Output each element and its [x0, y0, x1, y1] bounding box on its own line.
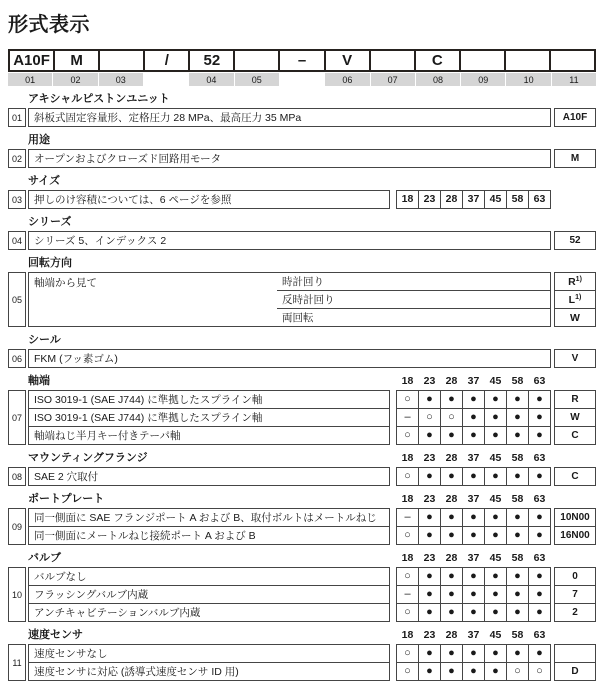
availability-cell: ●	[484, 508, 507, 527]
model-code-cell: V	[324, 49, 371, 72]
row-tail-spacer	[551, 190, 596, 209]
spec-row	[28, 408, 596, 427]
code-cell: W	[554, 308, 596, 327]
code-cell: 2	[554, 603, 596, 622]
size-option-cell: 28	[440, 190, 463, 209]
size-column-header: 23	[423, 452, 436, 464]
page-title: 形式表示	[8, 14, 90, 36]
availability-cell: ●	[528, 467, 551, 486]
availability-cell: ●	[484, 644, 507, 663]
size-option-cell: 37	[462, 190, 485, 209]
availability-cell: ●	[440, 467, 463, 486]
availability-cell: ●	[462, 603, 485, 622]
spec-row	[28, 526, 596, 545]
size-column-header: 63	[533, 493, 546, 505]
availability-cell: ●	[484, 467, 507, 486]
spec-description: オープンおよびクローズド回路用モータ	[28, 149, 551, 168]
size-column-header: 28	[445, 493, 458, 505]
model-code-cell	[98, 49, 145, 72]
section-05-rotation-direction	[8, 257, 596, 327]
availability-cell: ●	[528, 526, 551, 545]
availability-cell: ●	[528, 390, 551, 409]
spec-description: 押しのけ容積については、6 ページを参照	[28, 190, 390, 209]
availability-cell: ○	[396, 567, 419, 586]
availability-cell: ●	[440, 426, 463, 445]
spec-row	[28, 349, 596, 368]
code-cell: 10N00	[554, 508, 596, 527]
section-number: 08	[8, 467, 26, 486]
position-number: 01	[8, 73, 52, 86]
section-number: 05	[8, 272, 26, 327]
availability-cell: ●	[418, 390, 441, 409]
size-option-cell: 45	[484, 190, 507, 209]
size-column-header: 28	[445, 452, 458, 464]
position-number: 11	[551, 73, 596, 86]
availability-cell: –	[396, 408, 419, 427]
spec-description: ISO 3019-1 (SAE J744) に準拠したスプライン軸	[28, 390, 390, 409]
section-07-shaft-end	[8, 375, 596, 445]
model-code-cell	[369, 49, 416, 72]
spec-description: バルブなし	[28, 567, 390, 586]
availability-cell: ●	[418, 644, 441, 663]
availability-cell: ●	[506, 526, 529, 545]
group-label: 軸端から見て	[34, 277, 97, 289]
spec-row	[28, 108, 596, 127]
code-cell: L $^{1)}$	[554, 290, 596, 309]
availability-cell: ●	[528, 585, 551, 604]
model-code-cell	[233, 49, 280, 72]
section-title: ポートプレート	[28, 493, 105, 505]
position-number: 10	[505, 73, 550, 86]
size-option-cell: 63	[528, 190, 551, 209]
position-number: 08	[415, 73, 460, 86]
availability-cell: ●	[506, 426, 529, 445]
section-title: バルブ	[28, 552, 61, 564]
size-column-header: 18	[401, 375, 414, 387]
size-column-header: 37	[467, 452, 480, 464]
availability-cell: ○	[418, 408, 441, 427]
size-column-header: 63	[533, 452, 546, 464]
spec-row	[28, 662, 596, 681]
size-column-header: 23	[423, 629, 436, 641]
availability-cell: ●	[484, 662, 507, 681]
section-title: シール	[28, 334, 61, 346]
spec-row	[28, 567, 596, 586]
availability-cell: ●	[484, 390, 507, 409]
code-cell: D	[554, 662, 596, 681]
availability-cell: ●	[484, 567, 507, 586]
section-02-application	[8, 134, 596, 168]
model-code-cell: M	[53, 49, 100, 72]
model-code-cell: 52	[188, 49, 235, 72]
availability-cell: ●	[418, 603, 441, 622]
size-column-header: 28	[445, 552, 458, 564]
code-cell: R $^{1)}$	[554, 272, 596, 291]
size-column-header: 45	[489, 375, 502, 387]
availability-cell: ●	[528, 603, 551, 622]
size-column-header: 37	[467, 375, 480, 387]
code-cell: W	[554, 408, 596, 427]
availability-cell: ●	[506, 467, 529, 486]
code-cell: 0	[554, 567, 596, 586]
size-column-header: 37	[467, 552, 480, 564]
model-code-cell	[459, 49, 506, 72]
size-column-header: 37	[467, 493, 480, 505]
size-column-header: 23	[423, 552, 436, 564]
section-number: 04	[8, 231, 26, 250]
code-cell: 7	[554, 585, 596, 604]
size-column-header: 18	[401, 452, 414, 464]
availability-cell: ●	[440, 603, 463, 622]
availability-cell: ●	[528, 644, 551, 663]
size-column-header: 58	[511, 493, 524, 505]
availability-cell: ●	[418, 508, 441, 527]
size-column-header: 63	[533, 629, 546, 641]
spec-row	[28, 467, 596, 486]
section-04-series	[8, 216, 596, 250]
size-column-header: 23	[423, 375, 436, 387]
section-number: 07	[8, 390, 26, 445]
availability-cell: ●	[484, 526, 507, 545]
availability-cell: ○	[396, 644, 419, 663]
position-number: 04	[188, 73, 233, 86]
size-column-header: 28	[445, 629, 458, 641]
spec-description: フラッシングバルブ内蔵	[28, 585, 390, 604]
availability-cell: ●	[418, 585, 441, 604]
availability-cell: ●	[484, 408, 507, 427]
availability-cell: ●	[440, 585, 463, 604]
section-number: 01	[8, 108, 26, 127]
spec-row	[28, 190, 596, 209]
spec-row	[28, 149, 596, 168]
availability-cell: ○	[506, 662, 529, 681]
code-cell: 16N00	[554, 526, 596, 545]
size-column-header: 28	[445, 375, 458, 387]
availability-cell: ●	[418, 567, 441, 586]
model-code-cell-separator: –	[278, 49, 325, 72]
position-number: 02	[52, 73, 97, 86]
availability-cell: ●	[484, 585, 507, 604]
position-number: 07	[370, 73, 415, 86]
size-option-cell: 23	[418, 190, 441, 209]
spec-description: 時計回り	[282, 276, 324, 288]
spec-description: アンチキャビテーションバルブ内蔵	[28, 603, 390, 622]
availability-cell: ●	[528, 567, 551, 586]
size-option-cell: 58	[506, 190, 529, 209]
availability-cell: ●	[462, 585, 485, 604]
code-cell: A10F	[554, 108, 596, 127]
availability-cell: –	[396, 585, 419, 604]
availability-cell: ●	[418, 526, 441, 545]
spec-row	[28, 644, 596, 663]
size-column-header: 58	[511, 629, 524, 641]
position-number: 06	[324, 73, 369, 86]
size-column-header: 45	[489, 629, 502, 641]
spec-row	[28, 603, 596, 622]
section-06-seal	[8, 334, 596, 368]
section-title: 用途	[28, 134, 50, 146]
availability-cell: ●	[462, 390, 485, 409]
code-cell: V	[554, 349, 596, 368]
availability-cell: ●	[484, 426, 507, 445]
section-08-mounting-flange	[8, 452, 596, 486]
code-cell: M	[554, 149, 596, 168]
availability-cell: ●	[528, 426, 551, 445]
availability-cell: ○	[396, 526, 419, 545]
availability-cell: ●	[440, 390, 463, 409]
section-09-port-plate	[8, 493, 596, 545]
availability-cell: ●	[484, 603, 507, 622]
size-option-cell: 18	[396, 190, 419, 209]
availability-cell: ●	[462, 467, 485, 486]
spec-description: シリーズ 5、インデックス 2	[28, 231, 551, 250]
availability-cell: ●	[418, 467, 441, 486]
availability-cell: ●	[462, 662, 485, 681]
size-column-header: 63	[533, 375, 546, 387]
position-number-blank	[279, 73, 324, 86]
availability-cell: ●	[506, 603, 529, 622]
size-column-header: 37	[467, 629, 480, 641]
section-title: 回転方向	[28, 257, 72, 269]
code-cell: 52	[554, 231, 596, 250]
section-10-valve	[8, 552, 596, 622]
model-code-cell-separator: /	[143, 49, 190, 72]
model-code-cell	[504, 49, 551, 72]
size-column-header: 45	[489, 452, 502, 464]
availability-cell: ●	[462, 644, 485, 663]
availability-cell: ●	[462, 408, 485, 427]
availability-cell: ●	[462, 508, 485, 527]
model-code-table	[8, 49, 596, 86]
availability-cell: ●	[506, 585, 529, 604]
spec-description: 同一側面にメートルねじ接続ポート A および B	[28, 526, 390, 545]
spec-description: SAE 2 穴取付	[28, 467, 390, 486]
section-11-speed-sensor	[8, 629, 596, 681]
code-cell: R	[554, 390, 596, 409]
section-number: 10	[8, 567, 26, 622]
availability-cell: ●	[528, 408, 551, 427]
spec-description: ISO 3019-1 (SAE J744) に準拠したスプライン軸	[28, 408, 390, 427]
position-number: 09	[460, 73, 505, 86]
size-column-header: 58	[511, 375, 524, 387]
model-code-number-strip	[8, 73, 596, 86]
spec-row-group	[28, 272, 596, 327]
section-number: 02	[8, 149, 26, 168]
spec-description: 速度センサに対応 (誘導式速度センサ ID 用)	[28, 662, 390, 681]
model-code-row	[8, 49, 596, 72]
size-column-header: 45	[489, 493, 502, 505]
model-code-cell	[549, 49, 596, 72]
section-number: 11	[8, 644, 26, 681]
code-cell: C	[554, 467, 596, 486]
availability-cell: ●	[506, 644, 529, 663]
availability-cell: ●	[418, 426, 441, 445]
section-title: 軸端	[28, 375, 50, 387]
model-code-cell: A10F	[8, 49, 55, 72]
spec-description: 同一側面に SAE フランジポート A および B、取付ボルトはメートルねじ	[28, 508, 390, 527]
position-number-blank	[143, 73, 188, 86]
spec-row	[28, 390, 596, 409]
spec-description: 反時計回り	[277, 290, 550, 308]
size-column-header: 63	[533, 552, 546, 564]
availability-cell: ●	[462, 567, 485, 586]
section-title: マウンティングフランジ	[28, 452, 148, 464]
size-column-header: 58	[511, 552, 524, 564]
size-column-header: 58	[511, 452, 524, 464]
code-cell	[554, 644, 596, 663]
section-number: 09	[8, 508, 26, 545]
spec-row	[28, 508, 596, 527]
availability-cell: ●	[462, 426, 485, 445]
spec-description: 両回転	[277, 308, 550, 326]
size-column-header: 45	[489, 552, 502, 564]
availability-cell: ●	[440, 662, 463, 681]
section-03-size	[8, 175, 596, 209]
availability-cell: ●	[440, 644, 463, 663]
availability-cell: ○	[396, 426, 419, 445]
size-column-header: 18	[401, 552, 414, 564]
availability-cell: ●	[506, 567, 529, 586]
size-column-header: 18	[401, 629, 414, 641]
code-cell: C	[554, 426, 596, 445]
availability-cell: ●	[506, 508, 529, 527]
availability-cell: ●	[506, 390, 529, 409]
spec-description: FKM (フッ素ゴム)	[28, 349, 551, 368]
availability-cell: ○	[396, 390, 419, 409]
availability-cell: ●	[440, 508, 463, 527]
size-column-header: 18	[401, 493, 414, 505]
section-title: サイズ	[28, 175, 61, 187]
availability-cell: ●	[506, 408, 529, 427]
position-number: 05	[234, 73, 279, 86]
availability-cell: ●	[462, 526, 485, 545]
availability-cell: ○	[528, 662, 551, 681]
availability-cell: ○	[440, 408, 463, 427]
section-number: 03	[8, 190, 26, 209]
availability-cell: ○	[396, 467, 419, 486]
spec-description: 斜板式固定容量形、定格圧力 28 MPa、最高圧力 35 MPa	[28, 108, 551, 127]
availability-cell: ●	[440, 567, 463, 586]
section-01-axial-piston-unit	[8, 93, 596, 127]
spec-description: 速度センサなし	[28, 644, 390, 663]
section-title: アキシャルピストンユニット	[28, 93, 170, 105]
availability-cell: –	[396, 508, 419, 527]
availability-cell: ○	[396, 603, 419, 622]
spec-description: 軸端ねじ半月キー付きテーパ軸	[28, 426, 390, 445]
spec-row	[28, 426, 596, 445]
availability-cell: ○	[396, 662, 419, 681]
availability-cell: ●	[440, 526, 463, 545]
section-title: 速度センサ	[28, 629, 83, 641]
availability-cell: ●	[528, 508, 551, 527]
size-column-header: 23	[423, 493, 436, 505]
spec-row	[28, 231, 596, 250]
availability-cell: ●	[418, 662, 441, 681]
position-number: 03	[98, 73, 143, 86]
spec-row	[28, 585, 596, 604]
section-title: シリーズ	[28, 216, 72, 228]
section-number: 06	[8, 349, 26, 368]
model-code-cell: C	[414, 49, 461, 72]
